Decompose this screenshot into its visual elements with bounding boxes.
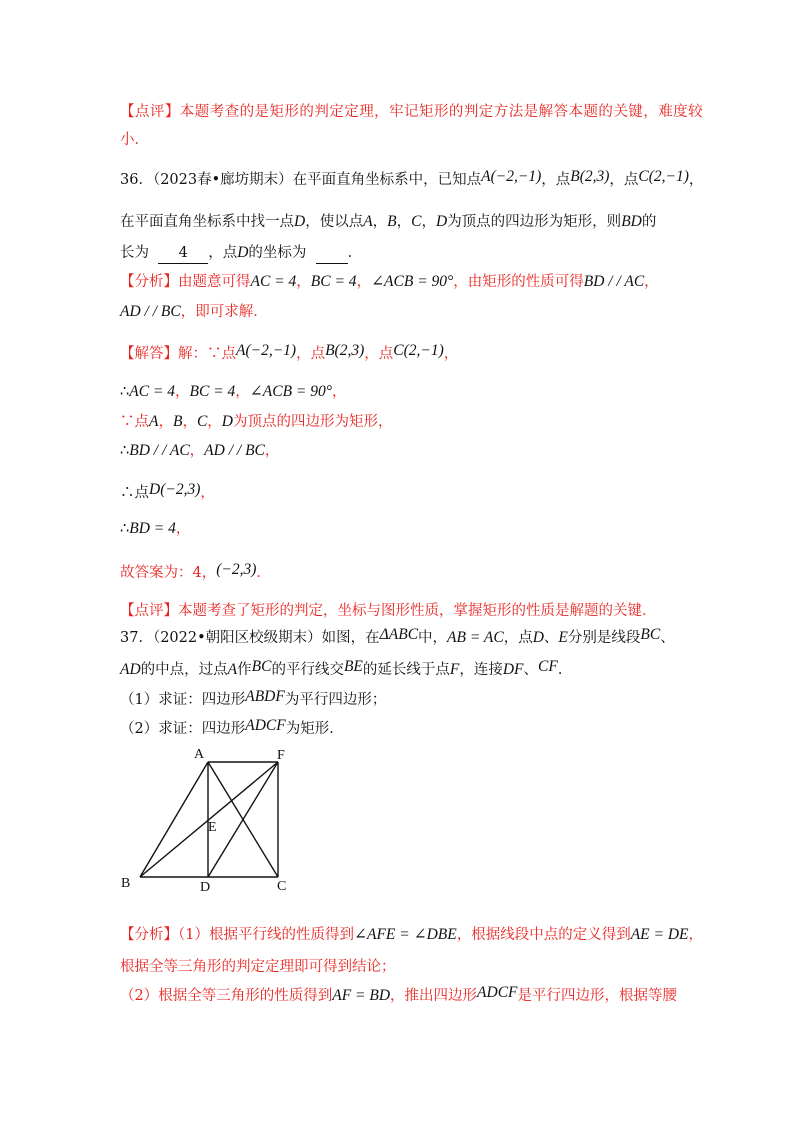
solution-line-1: 【解答】解：∵点A(−2,−1)，点B(2,3)，点C(2,−1)， (120, 342, 459, 362)
label-b: B (121, 876, 131, 891)
solution-line-3: ∵点A，B，C，D为顶点的四边形为矩形， (120, 413, 393, 430)
solution-line-2: ∴AC = 4，BC = 4，∠ACB = 90°， (120, 383, 347, 400)
comment-line: 【点评】本题考查的是矩形的判定定理，牢记矩形的判定方法是解答本题的关键，难度较 (120, 104, 704, 120)
problem-36-statement: 36．（2023春•廊坊期末）在平面直角坐标系中，已知点A(−2,−1)，点B(2,3)，点C(2,−1)， (120, 168, 704, 188)
problem-37-part-2: （2）求证：四边形ADCF为矩形． (120, 717, 344, 737)
comment-line-end: 小． (120, 132, 149, 148)
solution-line-5: ∴点D(−2,3)， (120, 481, 215, 501)
problem-36-statement-3: 长为 4 ，点D的坐标为 ． (120, 243, 690, 264)
label-c: C (277, 879, 287, 892)
solution-line-6: ∴BD = 4， (120, 520, 191, 537)
label-f: F (277, 748, 285, 763)
label-e: E (208, 820, 217, 835)
problem-37-part-1: （1）求证：四边形ABDF为平行四边形； (120, 688, 387, 708)
answer-line: 故答案为：4，(−2,3)． (120, 561, 271, 581)
problem-37-statement-2: AD的中点，过点A作BC的平行线交BE的延长线于点F，连接DF、CF． (120, 658, 573, 678)
analysis-37-line-2: 根据全等三角形的判定定理即可得到结论； (120, 959, 396, 975)
analysis-37-line-3: （2）根据全等三角形的性质得到AF = BD，推出四边形ADCF是平行四边形，根据等腰 (120, 984, 678, 1004)
label-a: A (194, 747, 205, 762)
analysis-37-line-1: 【分析】（1）根据平行线的性质得到∠AFE = ∠DBE，根据线段中点的定义得到AE = DE， (120, 926, 704, 943)
solution-line-4: ∴BD / / AC，AD / / BC， (120, 442, 280, 459)
geometry-figure (118, 742, 293, 892)
label-d: D (200, 880, 211, 892)
comment-line-36: 【点评】本题考查了矩形的判定，坐标与图形性质，掌握矩形的性质是解题的关键． (120, 603, 657, 619)
segment-ab (140, 762, 208, 877)
problem-36-statement-2: 在平面直角坐标系中找一点D，使以点A，B，C，D为顶点的四边形为矩形，则BD的 (120, 213, 657, 230)
analysis-line-2: AD / / BC，即可求解． (120, 303, 268, 320)
analysis-line: 【分析】由题意可得AC = 4，BC = 4，∠ACB = 90°，由矩形的性质可得BD / / AC， (120, 273, 659, 290)
answer-blank-bd: 4 (158, 243, 208, 264)
answer-blank-d (316, 243, 348, 264)
problem-37-statement: 37．（2022•朝阳区校级期末）如图，在ΔABC中，AB = AC，点D、E分别是线段BC、 (120, 626, 675, 646)
